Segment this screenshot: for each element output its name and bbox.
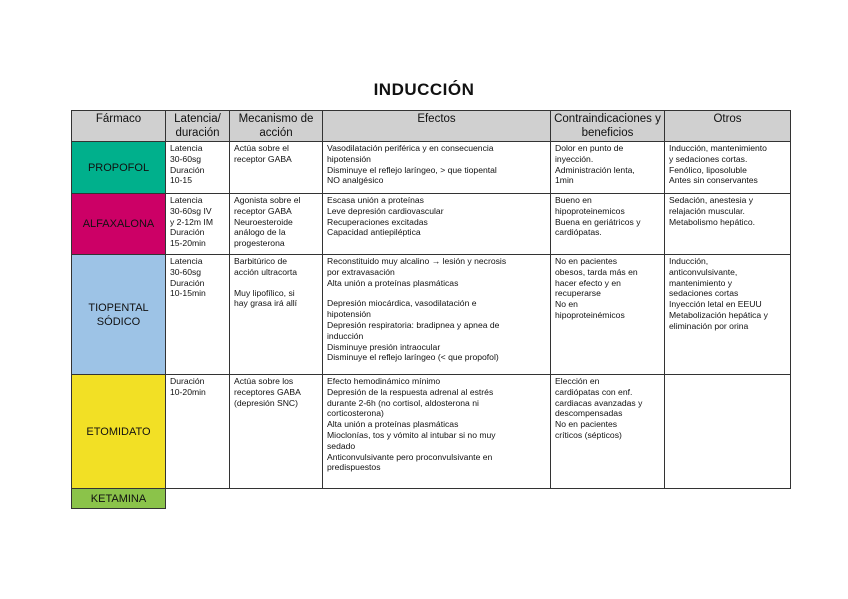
cell-text-line: Agonista sobre el [234,195,301,205]
contraindicaciones-cell [551,255,665,375]
cell-text-line: hay grasa irá allí [234,298,298,309]
cell-text-line: Efecto hemodinámico mínimo [327,376,441,386]
cell-text-line: mantenimiento y [669,277,733,288]
cell-text-line: No en pacientes [555,256,618,266]
contraindicaciones-cell [551,142,665,194]
cell-text-line: recuperarse [555,288,601,299]
cell-text-line [327,288,546,298]
efectos-cell [323,194,551,255]
cell-text-line: Antes sin conservantes [669,175,758,186]
cell-text-line: 10-20min [170,386,206,397]
cell-text-line: Reconstituido muy alcalino → lesión y necrosis [327,256,507,266]
header-efectos: Efectos [323,111,551,142]
cell-text-line: Anticonvulsivante pero proconvulsivante en [327,451,493,462]
cell-text-line: No en pacientes [555,419,618,430]
empty-cell [166,489,791,509]
cell-text-line: Capacidad antiepiléptica [327,227,421,238]
cell-text-line: anticonvulsivante, [669,266,738,277]
drug-cell-propofol [72,142,166,194]
drug-cell-etomidato [72,375,166,489]
cell-text-line: Latencia [170,256,203,266]
cell-text-line: Duración [170,277,205,288]
table-row [72,142,791,194]
cell-text-line: inducción [327,330,364,341]
cell-text-line: descompensadas [555,408,623,419]
drug-cell-ketamina: KETAMINA [72,489,166,509]
cell-text-line: 10-15min [170,288,206,299]
cell-text-line: Duración [170,376,205,386]
efectos-cell [323,142,551,194]
cell-text-line: por extravasación [327,266,395,277]
efectos-cell [323,375,551,489]
cell-text-line: Sedación, anestesia y [669,195,754,205]
cell-text-line: 10-15 [170,175,192,186]
page-title: INDUCCIÓN [373,80,475,99]
otros-cell [665,255,791,375]
cell-text-line: corticosterona) [327,408,384,419]
cell-text-line: 30-60sg [170,153,202,164]
drug-name-line: ALFAXALONA [82,218,155,230]
induction-table [71,110,791,509]
header-mecanismo: Mecanismo de acción [230,111,323,142]
cell-text-line: hipoproteinemicos [555,205,625,216]
cell-text-line: (depresión SNC) [234,397,298,408]
mecanismo-cell [230,142,323,194]
cell-text-line: Elección en [555,376,600,386]
cell-text-line: receptor GABA [234,153,292,164]
latencia-cell [166,255,230,375]
cell-text-line: Depresión de la respuesta adrenal al estrés [327,386,494,397]
cell-text-line: análogo de la [234,227,286,238]
cell-text-line: Neuroesteroide [234,216,293,227]
cell-text-line: cardiópatas. [555,227,602,238]
cell-text-line: Recuperaciones excitadas [327,216,428,227]
cell-text-line: Disminuye el reflejo laríngeo (< que propofol) [327,352,499,363]
cell-text-line: Dolor en punto de [555,143,624,153]
cell-text-line: Latencia [170,143,203,153]
efectos-cell [323,255,551,375]
cell-text-line: Latencia [170,195,203,205]
cell-text-line: inyección. [555,153,594,164]
cell-text-line: receptores GABA [234,386,301,397]
mecanismo-cell [230,375,323,489]
latencia-cell [166,142,230,194]
table-row [72,375,791,489]
cell-text-line: receptor GABA [234,205,292,216]
cell-text-line: NO analgésico [327,175,384,186]
cell-text-line: Escasa unión a proteínas [327,195,424,205]
cell-text-line: Alta unión a proteínas plasmáticas [327,419,459,430]
latencia-cell [166,375,230,489]
cell-text-line: Administración lenta, [555,164,635,175]
cell-text-line: Alta unión a proteínas plasmáticas [327,277,459,288]
cell-text-line: acción ultracorta [234,266,298,277]
cell-text-line: Inyección letal en EEUU [669,299,762,310]
table-row [72,255,791,375]
cell-text-line: y sedaciones cortas. [669,153,748,164]
contraindicaciones-cell [551,375,665,489]
cell-text-line: críticos (sépticos) [555,429,622,440]
cell-text-line: Actúa sobre los [234,376,294,386]
drug-name-line: PROPOFOL [87,161,150,174]
drug-name-line: SÓDICO [96,315,141,328]
cell-text-line: Muy lipofílico, si [234,287,295,298]
cell-text-line: cardiacas avanzadas y [555,397,643,408]
cell-text-line: 30-60sg [170,266,202,277]
cell-text-line: cardiópatas con enf. [555,386,633,397]
cell-text-line: hipoproteinémicos [555,309,625,320]
cell-text-line: y 2-12m IM [170,216,213,227]
otros-cell [665,142,791,194]
drug-cell-alfaxalona [72,194,166,255]
latencia-cell [166,194,230,255]
drug-name-line: TIOPENTAL [88,301,149,314]
header-row [72,111,791,142]
cell-text-line: Depresión respiratoria: bradipnea y apnea de [327,319,500,330]
cell-text-line: Leve depresión cardiovascular [327,205,444,216]
cell-text-line: No en [555,299,578,310]
otros-cell [665,375,791,489]
cell-text-line: Depresión miocárdica, vasodilatación e [327,298,477,309]
cell-text-line: Duración [170,164,205,175]
cell-text-line: Vasodilatación periférica y en consecuencia [327,143,494,153]
header-farmaco: Fármaco [72,111,166,142]
cell-text-line: sedaciones cortas [669,288,739,299]
cell-text-line [234,278,318,288]
cell-text-line: Disminuye presión intraocular [327,341,441,352]
cell-text-line: progesterona [234,238,285,249]
mecanismo-cell [230,255,323,375]
cell-text-line: Duración [170,227,205,238]
cell-text-line: 15-20min [170,238,206,249]
header-latencia: Latencia/ duración [166,111,230,142]
cell-text-line: Inducción, mantenimiento [669,143,767,153]
cell-text-line: 30-60sg IV [170,205,212,216]
cell-text-line: Mioclonías, tos y vómito al intubar si no muy [327,429,496,440]
cell-text-line: predispuestos [327,462,381,473]
drug-cell-tiopental [72,255,166,375]
cell-text-line: sedado [327,440,356,451]
cell-text-line: Metabolización hepática y [669,309,768,320]
cell-text-line: eliminación por orina [669,320,749,331]
table-row [72,489,791,509]
cell-text-line: obesos, tarda más en [555,266,638,277]
cell-text-line: hipotensión [327,153,371,164]
cell-text-line: Inducción, [669,256,709,266]
cell-text-line: Barbitúrico de [234,256,288,266]
cell-text-line: Actúa sobre el [234,143,289,153]
cell-text-line: durante 2-6h (no cortisol, aldosterona ni [327,397,479,408]
header-contraindicaciones: Contraindicaciones y beneficios [551,111,665,142]
drug-name-line: ETOMIDATO [86,425,151,438]
contraindicaciones-cell [551,194,665,255]
otros-cell [665,194,791,255]
table-row [72,194,791,255]
cell-text-line: Metabolismo hepático. [669,216,755,227]
cell-text-line: Bueno en [555,195,592,205]
mecanismo-cell [230,194,323,255]
cell-text-line: Disminuye el reflejo laríngeo, > que tiopental [327,164,497,175]
cell-text-line: hacer efecto y en [555,277,621,288]
cell-text-line: Fenólico, liposoluble [669,164,747,175]
header-otros: Otros [665,111,791,142]
cell-text-line: Buena en geriátricos y [555,216,641,227]
cell-text-line: 1min [555,175,574,186]
cell-text-line: relajación muscular. [669,205,745,216]
cell-text-line: hipotensión [327,309,371,320]
